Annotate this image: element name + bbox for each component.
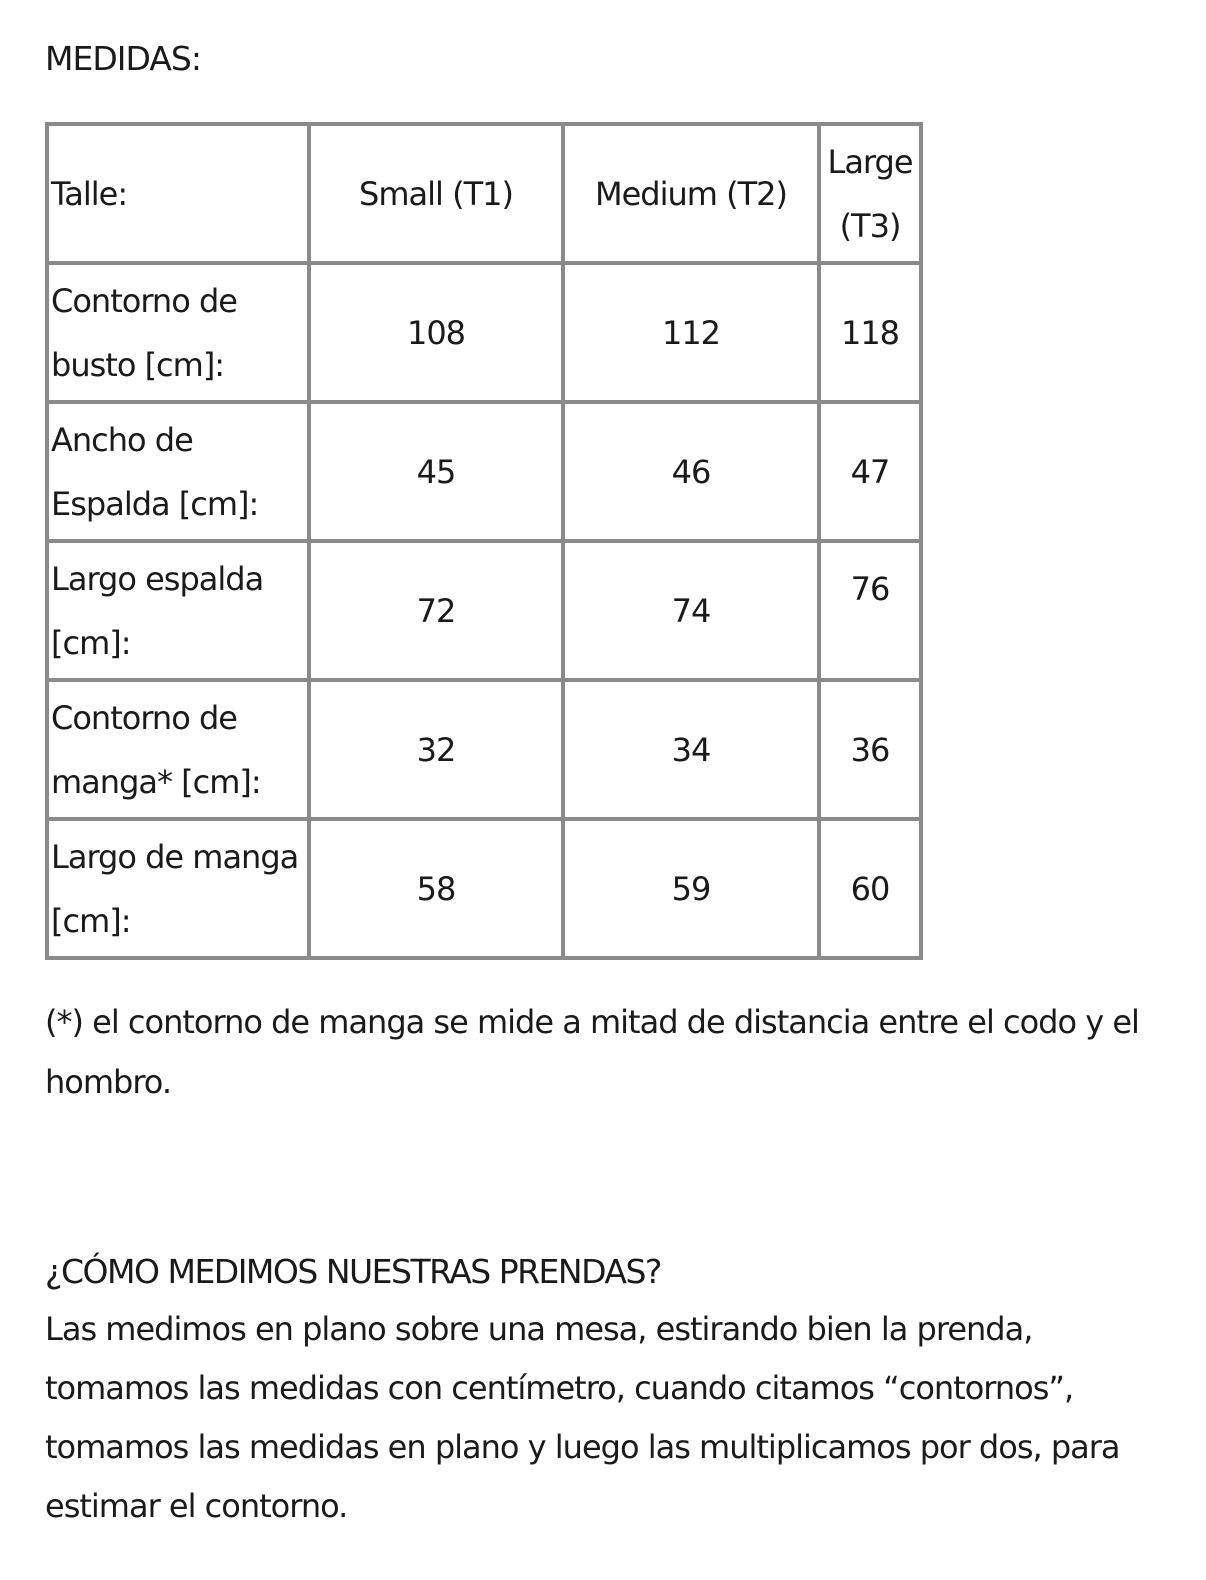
table-row (47, 819, 921, 958)
table-cell: 72 (309, 541, 563, 680)
table-cell: 60 (819, 819, 921, 958)
table-header-row (47, 124, 921, 263)
measuring-paragraph: Las medimos en plano sobre una mesa, estirando bien la prenda, tomamos las medidas con centímetro, cuando citamos “contornos”, tomamos las medidas en plano y luego las multiplicamos por dos, para estimar el contorno. (45, 1310, 1120, 1525)
sleeve-footnote: (*) el contorno de manga se mide a mitad de distancia entre el codo y el hombro. (45, 1003, 1139, 1101)
header-size-medium: Medium (T2) (563, 124, 819, 263)
table-cell: 118 (819, 263, 921, 402)
row-label: Largo espalda [cm]: (47, 541, 309, 680)
table-cell: 46 (563, 402, 819, 541)
row-label: Contorno de manga* [cm]: (47, 680, 309, 819)
table-cell: 112 (563, 263, 819, 402)
table-row (47, 402, 921, 541)
table-cell: 59 (563, 819, 819, 958)
header-size-small: Small (T1) (309, 124, 563, 263)
row-label: Ancho de Espalda [cm]: (47, 402, 309, 541)
table-cell: 36 (819, 680, 921, 819)
table-cell: 34 (563, 680, 819, 819)
table-cell: 76 (819, 541, 921, 680)
table-cell: 32 (309, 680, 563, 819)
page-title: MEDIDAS: (45, 39, 201, 78)
table-cell: 108 (309, 263, 563, 402)
table-row (47, 541, 921, 680)
header-size-large: Large (T3) (819, 124, 921, 263)
header-label-cell: Talle: (47, 124, 309, 263)
table-row (47, 680, 921, 819)
row-label: Contorno de busto [cm]: (47, 263, 309, 402)
table-cell: 47 (819, 402, 921, 541)
table-cell: 58 (309, 819, 563, 958)
size-table (45, 122, 923, 960)
table-cell: 45 (309, 402, 563, 541)
table-row (47, 263, 921, 402)
table-cell: 74 (563, 541, 819, 680)
row-label: Largo de manga [cm]: (47, 819, 309, 958)
section-heading: ¿CÓMO MEDIMOS NUESTRAS PRENDAS? (45, 1252, 661, 1291)
